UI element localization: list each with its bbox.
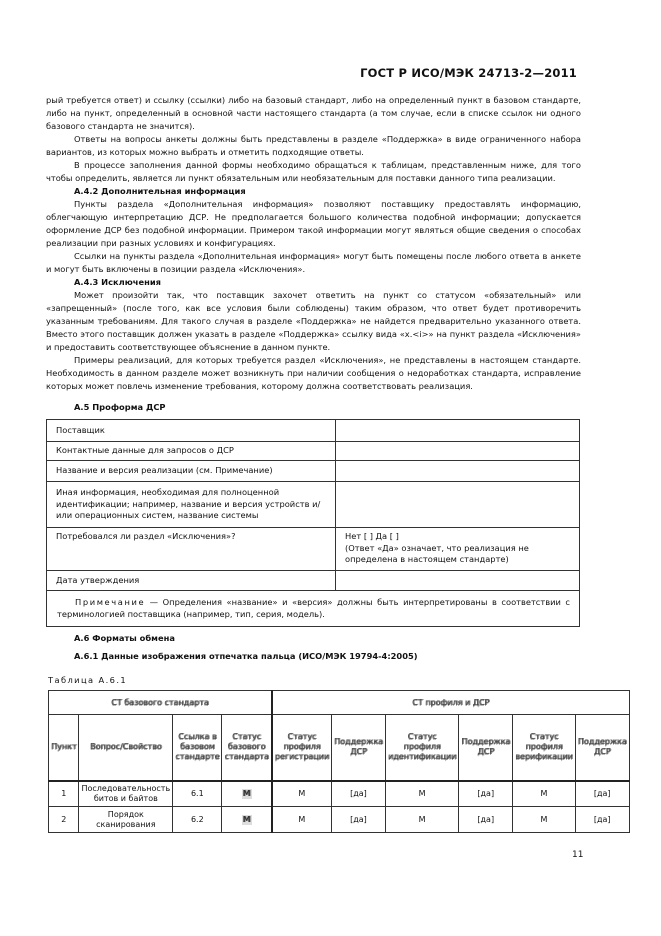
text-body [46, 94, 581, 393]
group-header-profile: СТ профиля и ДСР [272, 691, 629, 715]
col-header: Поддержка ДСР [332, 715, 386, 781]
status-badge: М [242, 788, 251, 798]
proforma-value: Нет [ ] Да [ ] [345, 531, 399, 541]
table-row [47, 591, 580, 627]
table-cell: [да] [459, 807, 513, 833]
paragraph: Примеры реализаций, для которых требуется раздел «Исключения», не представлены в настоящем стандарте. Необходимость в данном разделе может возникнуть при наличии сообщения о недоработках стандарта, исправление которых может повлечь изменение требования, которому должна соответствовать реализация. [46, 355, 581, 391]
table-row [47, 442, 580, 461]
table-cell: Последовательность битов и байтов [79, 781, 173, 807]
proforma-value [336, 482, 580, 528]
table-row [49, 807, 630, 833]
proforma-value [336, 571, 580, 591]
table-cell [222, 807, 272, 833]
proforma-table [46, 419, 580, 627]
proforma-value-cell [336, 528, 580, 571]
proforma-label: Иная информация, необходимая для полноценной идентификации; например, название и версия устройств и/или операционных систем, название системы [47, 482, 336, 528]
paragraph: Ссылки на пункты раздела «Дополнительная информация» могут быть помещены после любого ответа в анкете и могут быть включены в позиции раздела «Исключения». [46, 251, 581, 274]
paragraph: Может произойти так, что поставщик захочет ответить на пункт со статусом «обязательный» или «запрещенный» (после того, как все условия были соблюдены) таким образом, что ответ будет противоречить указанным требованиям. Для такого случая в разделе «Поддержка» не найдется предварительно указанного ответа. Вместо этого поставщик должен указать в разделе «Поддержка» ссылку вида «х.<i>» на пункт раздела «Исключения» и предоставить соответствующее объяснение в данном пункте. [46, 290, 581, 352]
proforma-value [336, 461, 580, 482]
table-cell [222, 781, 272, 807]
table-cell: М [513, 807, 576, 833]
table-caption: Таблица А.6.1 [48, 675, 128, 685]
table-cell: 6.1 [173, 781, 222, 807]
table-row [47, 571, 580, 591]
table-row [49, 781, 630, 807]
note-text: — Определения «название» и «версия» должны быть интерпретированы в соответствии с терминологией поставщика (например, тип, серия, модель). [57, 597, 570, 619]
col-header: Статус базового стандарта [222, 715, 272, 781]
col-header: Статус профиля идентификации [385, 715, 458, 781]
table-cell: [да] [332, 781, 386, 807]
paragraph: В процессе заполнения данной формы необходимо обращаться к таблицам, представленным ниже, для того чтобы определить, является ли пункт обязательным или необязательным для поставки данного типа реализации. [46, 160, 581, 183]
table-cell: [да] [575, 781, 629, 807]
table-cell: М [385, 807, 458, 833]
formats-table [48, 690, 630, 833]
section-heading: А.6 Форматы обмена [74, 633, 175, 643]
col-header: Статус профиля верификации [513, 715, 576, 781]
paragraph: Ответы на вопросы анкеты должны быть представлены в разделе «Поддержка» в виде ограниченного набора вариантов, из которых можно выбрать и отметить подходящие ответы. [46, 134, 581, 157]
section-heading: А.4.2 Дополнительная информация [74, 186, 246, 196]
table-header-row [49, 715, 630, 781]
proforma-label: Контактные данные для запросов о ДСР [47, 442, 336, 461]
proforma-heading: А.5 Проформа ДСР [74, 402, 166, 412]
table-row [47, 528, 580, 571]
col-header: Пункт [49, 715, 79, 781]
table-group-row [49, 691, 630, 715]
proforma-value [336, 442, 580, 461]
proforma-label: Название и версия реализации (см. Примечание) [47, 461, 336, 482]
table-cell: М [385, 781, 458, 807]
table-cell: М [272, 781, 332, 807]
proforma-value [336, 420, 580, 442]
table-cell: [да] [332, 807, 386, 833]
group-header-base: СТ базового стандарта [49, 691, 272, 715]
proforma-value-note: (Ответ «Да» означает, что реализация не определена в настоящем стандарте) [345, 542, 529, 564]
proforma-label: Потребовался ли раздел «Исключения»? [47, 528, 336, 571]
col-header: Ссылка в базовом стандарте [173, 715, 222, 781]
col-header: Вопрос/Свойство [79, 715, 173, 781]
col-header: Статус профиля регистрации [272, 715, 332, 781]
status-badge: М [242, 814, 251, 824]
table-cell: [да] [575, 807, 629, 833]
note-label: Примечание [75, 597, 146, 607]
proforma-label: Поставщик [47, 420, 336, 442]
paragraph: Пункты раздела «Дополнительная информация» позволяют поставщику предоставлять информацию, облегчающую интерпретацию ДСР. Не предполагается большого количества подобной информации; допускается оформление ДСР без подобной информации. Примером такой информации могут являться общие сведения о способах реализации при разных условиях и конфигурациях. [46, 199, 581, 248]
col-header: Поддержка ДСР [575, 715, 629, 781]
page-number: 11 [572, 850, 584, 860]
section-subheading: А.6.1 Данные изображения отпечатка пальца (ИСО/МЭК 19794-4:2005) [74, 651, 418, 661]
table-row [47, 461, 580, 482]
proforma-note [47, 591, 580, 627]
table-row [47, 482, 580, 528]
table-cell: 6.2 [173, 807, 222, 833]
table-cell: М [272, 807, 332, 833]
proforma-label: Дата утверждения [47, 571, 336, 591]
table-cell: 1 [49, 781, 79, 807]
table-row [47, 420, 580, 442]
table-cell: 2 [49, 807, 79, 833]
table-cell: [да] [459, 781, 513, 807]
section-heading: А.4.3 Исключения [74, 277, 161, 287]
col-header: Поддержка ДСР [459, 715, 513, 781]
paragraph: рый требуется ответ) и ссылку (ссылки) либо на базовый стандарт, либо на определенный пункт в базовом стандарте, либо на пункт, определенный в основной части настоящего стандарта (а том случае, если в списке ссылок ни одного базового стандарта не значится). [46, 95, 581, 131]
table-cell: Порядок сканирования [79, 807, 173, 833]
page-header: ГОСТ Р ИСО/МЭК 24713-2—2011 [360, 66, 577, 80]
table-cell: М [513, 781, 576, 807]
